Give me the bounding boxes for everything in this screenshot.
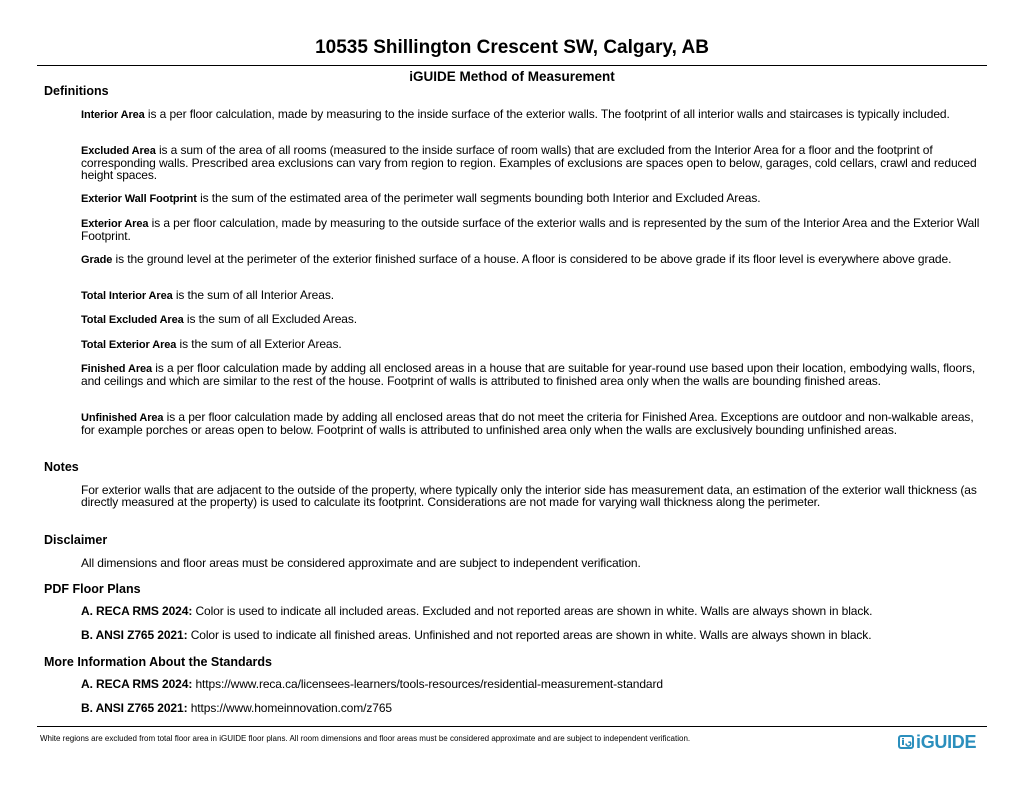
standard-text: Color is used to indicate all finished areas. Unfinished and not reported areas are shown in white. Walls are always shown in black. [187, 628, 872, 642]
definition-total-interior-area [81, 290, 989, 303]
definition-text: is the sum of all Interior Areas. [172, 288, 334, 302]
definition-text: is the ground level at the perimeter of the exterior finished surface of a house. A floor is considered to be above grade if its floor level is everywhere above grade. [112, 252, 952, 266]
definition-term: Finished Area [81, 363, 153, 375]
definition-excluded-area [81, 145, 989, 181]
iguide-logo-text: iGUIDE [916, 732, 977, 752]
page-title: 10535 Shillington Crescent SW, Calgary, AB [315, 37, 709, 58]
iguide-logo-icon [898, 734, 916, 750]
pdf-floor-plans-heading: PDF Floor Plans [44, 582, 141, 596]
standard-link[interactable]: https://www.reca.ca/licensees-learners/tools-resources/residential-measurement-standard [192, 677, 663, 691]
definition-exterior-area [81, 218, 989, 243]
disclaimer-text: All dimensions and floor areas must be considered approximate and are subject to independent verification. [81, 556, 641, 570]
iguide-logo [898, 731, 976, 753]
definitions-heading: Definitions [44, 84, 109, 98]
standard-link[interactable]: https://www.homeinnovation.com/z765 [187, 701, 392, 715]
definition-term: Interior Area [81, 109, 145, 121]
definition-term: Unfinished Area [81, 412, 164, 424]
definition-text: is a per floor calculation, made by measuring to the outside surface of the exterior walls and is represented by the sum of the Interior Area and the Exterior Wall Footprint. [81, 216, 980, 243]
more-info-reca [81, 679, 989, 691]
more-info-heading: More Information About the Standards [44, 655, 273, 669]
definition-finished-area [81, 363, 989, 388]
standard-label: A. RECA RMS 2024: [81, 604, 193, 618]
definition-term: Total Exterior Area [81, 339, 177, 351]
standard-label: A. RECA RMS 2024: [81, 677, 193, 691]
definition-text: is a sum of the area of all rooms (measured to the inside surface of room walls) that are excluded from the Interior Area for a floor and the footprint of corresponding walls. Prescribed area exclusions can vary from region to region. Examples of exclusions are spaces open to below, garages, cold cellars, crawl and reduced height spaces. [81, 143, 977, 182]
definition-text: is the sum of all Excluded Areas. [183, 312, 357, 326]
disclaimer-heading: Disclaimer [44, 533, 108, 547]
pdf-floor-plan-ansi [81, 630, 989, 642]
definition-unfinished-area [81, 412, 989, 437]
more-info-ansi [81, 703, 989, 715]
definition-term: Exterior Area [81, 218, 149, 230]
definition-text: is the sum of the estimated area of the perimeter wall segments bounding both Interior and Excluded Areas. [196, 191, 761, 205]
notes-heading: Notes [44, 460, 79, 474]
definition-term: Exterior Wall Footprint [81, 193, 197, 205]
definition-text: is a per floor calculation made by adding all enclosed areas in a house that are suitable for year-round use based upon their location, embodying walls, floors, and ceilings and which are similar to the rest of the house. Footprint of walls is attributed to finished area only when the walls are bounding finished areas. [81, 361, 976, 388]
definition-text: is a per floor calculation made by adding all enclosed areas that do not meet the criteria for Finished Area. Exceptions are outdoor and non-walkable areas, for example porches or areas open to below. Footprint of walls is attributed to unfinished area only when the walls are exclusively bounding unfinished areas. [81, 410, 974, 437]
page-subtitle: iGUIDE Method of Measurement [409, 69, 615, 84]
definition-text: is the sum of all Exterior Areas. [176, 337, 342, 351]
notes-text: For exterior walls that are adjacent to the outside of the property, where typically only the interior side has measurement data, an estimation of the exterior wall thickness (as directly measured at the property) is used to calculate its footprint. Considerations are not made for varying wall thickness along the perimeter. [81, 483, 977, 509]
standard-label: B. ANSI Z765 2021: [81, 628, 188, 642]
definition-exterior-wall-footprint [81, 193, 989, 206]
definition-text: is a per floor calculation, made by measuring to the inside surface of the exterior walls. The footprint of all interior walls and staircases is typically included. [144, 107, 950, 121]
standard-text: Color is used to indicate all included areas. Excluded and not reported areas are shown in white. Walls are always shown in black. [192, 604, 873, 618]
standard-label: B. ANSI Z765 2021: [81, 701, 188, 715]
definition-term: Total Interior Area [81, 290, 173, 302]
title-divider [37, 65, 987, 66]
definition-term: Excluded Area [81, 145, 156, 157]
definition-total-excluded-area [81, 314, 989, 327]
definition-grade [81, 254, 989, 267]
definition-term: Grade [81, 254, 113, 266]
definition-total-exterior-area [81, 339, 989, 352]
pdf-floor-plan-reca [81, 606, 989, 618]
footer-divider [37, 726, 987, 727]
definition-interior-area [81, 109, 989, 122]
definition-term: Total Excluded Area [81, 314, 184, 326]
footer-disclaimer: White regions are excluded from total floor area in iGUIDE floor plans. All room dimensions and floor areas must be considered approximate and are subject to independent verification. [40, 734, 691, 743]
